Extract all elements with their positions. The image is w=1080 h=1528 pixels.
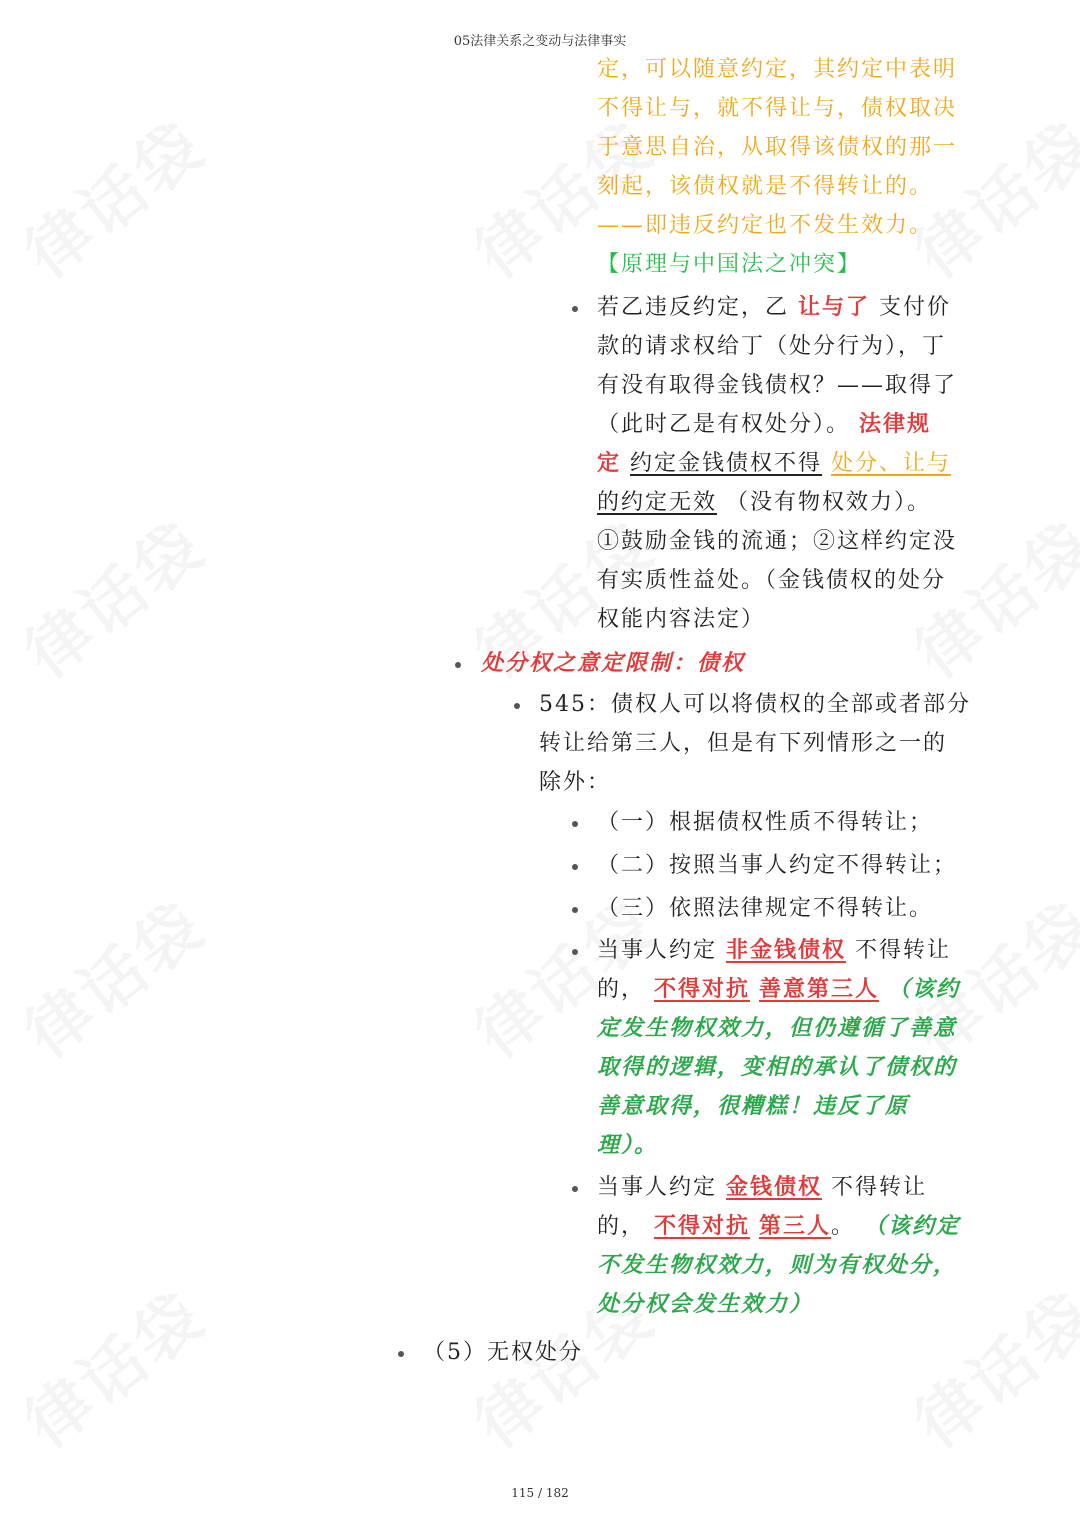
- list-item: （一）根据债权性质不得转让；: [597, 810, 934, 835]
- text: 除外：: [539, 770, 612, 795]
- text: 有实质性益处。（金钱债权的处分: [597, 568, 947, 593]
- list-item: （二）按照当事人约定不得转让；: [597, 853, 958, 878]
- text: 若乙违反约定，乙: [597, 295, 790, 320]
- text: 的，: [597, 1214, 646, 1239]
- text: 。: [831, 1214, 856, 1239]
- text: 545：债权人可以将债权的全部或者部分: [539, 692, 971, 717]
- note-text: （该约: [888, 976, 961, 1002]
- non-money-paragraph: [597, 931, 997, 1165]
- bullet: [572, 907, 578, 913]
- underlined-text: 约定金钱债权不得: [630, 451, 823, 476]
- bullet: [572, 949, 578, 955]
- highlight-text: 让与了: [798, 294, 871, 320]
- conflict-paragraph: [597, 288, 997, 639]
- intro-line: 刻起，该债权就是不得转让的。: [597, 174, 934, 199]
- note-text: 理）。: [597, 1132, 659, 1158]
- underlined-text: 处分、让与: [831, 451, 952, 476]
- bullet: [514, 703, 520, 709]
- note-text: （该约定: [864, 1213, 961, 1239]
- note-text: 不发生物权效力，则为有权处分，: [597, 1252, 958, 1278]
- text: 转让给第三人，但是有下列情形之一的: [539, 731, 948, 756]
- text: 当事人约定: [597, 1175, 718, 1200]
- bullet: [398, 1351, 404, 1357]
- highlight-text: 非金钱债权: [726, 937, 847, 963]
- section-title: 处分权之意定限制：债权: [481, 650, 746, 676]
- underlined-text: 的约定无效: [597, 490, 718, 515]
- bullet: [572, 821, 578, 827]
- list-item: （三）依照法律规定不得转让。: [597, 896, 934, 921]
- next-section-title: （5）无权处分: [423, 1340, 583, 1365]
- intro-line: 不得让与，就不得让与，债权取决: [597, 96, 958, 121]
- page-header: 05法律关系之变动与法律事实: [453, 34, 627, 49]
- note-text: 定发生物权效力，但仍遵循了善意: [597, 1015, 958, 1041]
- text: 有没有取得金钱债权？——取得了: [597, 373, 958, 398]
- text: 不得转让: [855, 938, 952, 963]
- text: 不得转让: [831, 1175, 928, 1200]
- intro-line: ——即违反约定也不发生效力。: [597, 213, 934, 238]
- watermark: [3, 877, 220, 1075]
- article-paragraph: [539, 685, 999, 802]
- text: 权能内容法定）: [597, 607, 766, 632]
- highlight-text: 定: [597, 450, 622, 476]
- watermark: [3, 497, 220, 695]
- intro-line: 定，可以随意约定，其约定中表明: [597, 57, 958, 82]
- note-text: 取得的逻辑，变相的承认了债权的: [597, 1054, 958, 1080]
- bullet: [572, 1186, 578, 1192]
- text: （没有物权效力）。: [726, 490, 932, 515]
- money-paragraph: [597, 1168, 997, 1324]
- bullet: [572, 864, 578, 870]
- watermark: [3, 1267, 220, 1465]
- highlight-text: 不得对抗: [654, 976, 751, 1002]
- note-text: 处分权会发生效力）: [597, 1291, 814, 1317]
- text: ①鼓励金钱的流通；②这样约定没: [597, 529, 958, 554]
- note-text: 善意取得，很糟糕！违反了原: [597, 1093, 910, 1119]
- text: 款的请求权给丁（处分行为），丁: [597, 334, 947, 359]
- intro-paragraph: [597, 50, 997, 245]
- text: 的，: [597, 977, 646, 1002]
- highlight-text: 法律规: [859, 411, 932, 437]
- bullet: [455, 662, 461, 668]
- highlight-text: 第三人: [759, 1213, 832, 1239]
- highlight-text: 金钱债权: [726, 1174, 823, 1200]
- watermark: [3, 97, 220, 295]
- text: （此时乙是有权处分）。: [597, 412, 851, 437]
- text: 当事人约定: [597, 938, 718, 963]
- text: 支付价: [879, 295, 952, 320]
- conflict-heading: 【原理与中国法之冲突】: [597, 252, 862, 277]
- intro-line: 于意思自治，从取得该债权的那一: [597, 135, 958, 160]
- bullet: [572, 306, 578, 312]
- page-number: 115 / 182: [511, 1486, 569, 1500]
- highlight-text: 不得对抗: [654, 1213, 751, 1239]
- highlight-text: 善意第三人: [759, 976, 880, 1002]
